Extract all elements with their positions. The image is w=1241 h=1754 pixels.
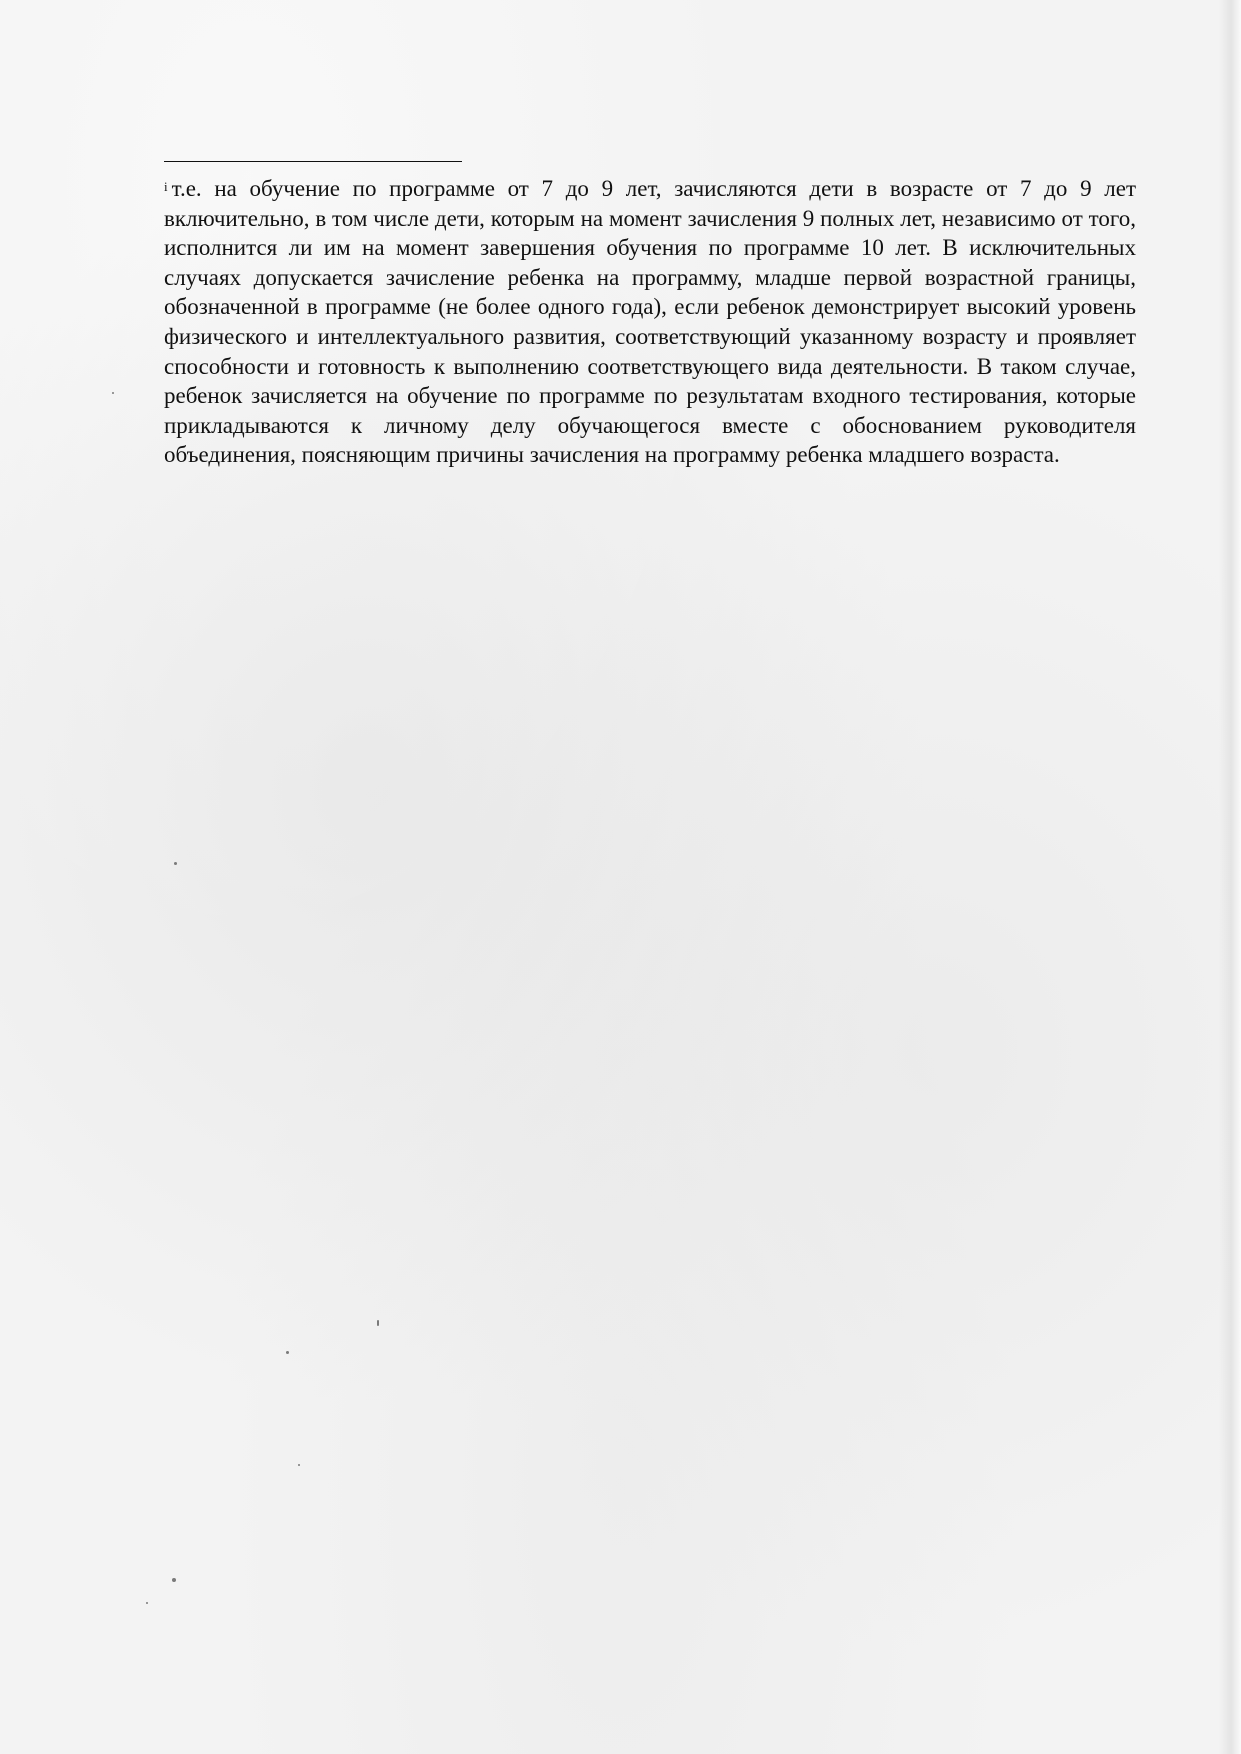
footnote-separator [164, 161, 462, 162]
scan-speck [298, 1464, 300, 1466]
footnote-marker: i [164, 179, 168, 194]
scan-speck [174, 862, 177, 865]
scan-speck [112, 392, 114, 394]
footnote [164, 174, 1136, 470]
scan-speck [377, 1320, 379, 1326]
scan-speck [172, 1578, 176, 1582]
scan-speck [146, 1602, 148, 1604]
scan-speck [286, 1351, 289, 1354]
page-edge-shadow [1219, 0, 1241, 1754]
footnote-text: т.е. на обучение по программе от 7 до 9 лет, зачисляются дети в возрасте от 7 до 9 лет включительно, в том числе дети, которым на момент зачисления 9 полных лет, независимо от того, исполнится ли им на момент завершения обучения по программе 10 лет. В исключительных случаях допускается зачисление ребенка на программу, младше первой возрастной границы, обозначенной в программе (не более одного года), если ребенок демонстрирует высокий уровень физического и интеллектуального развития, соответствующий указанному возрасту и проявляет способности и готовность к выполнению соответствующего вида деятельности. В таком случае, ребенок зачисляется на обучение по программе по результатам входного тестирования, которые прикладываются к личному делу обучающегося вместе с обоснованием руководителя объединения, поясняющим причины зачисления на программу ребенка младшего возраста. [164, 176, 1136, 468]
